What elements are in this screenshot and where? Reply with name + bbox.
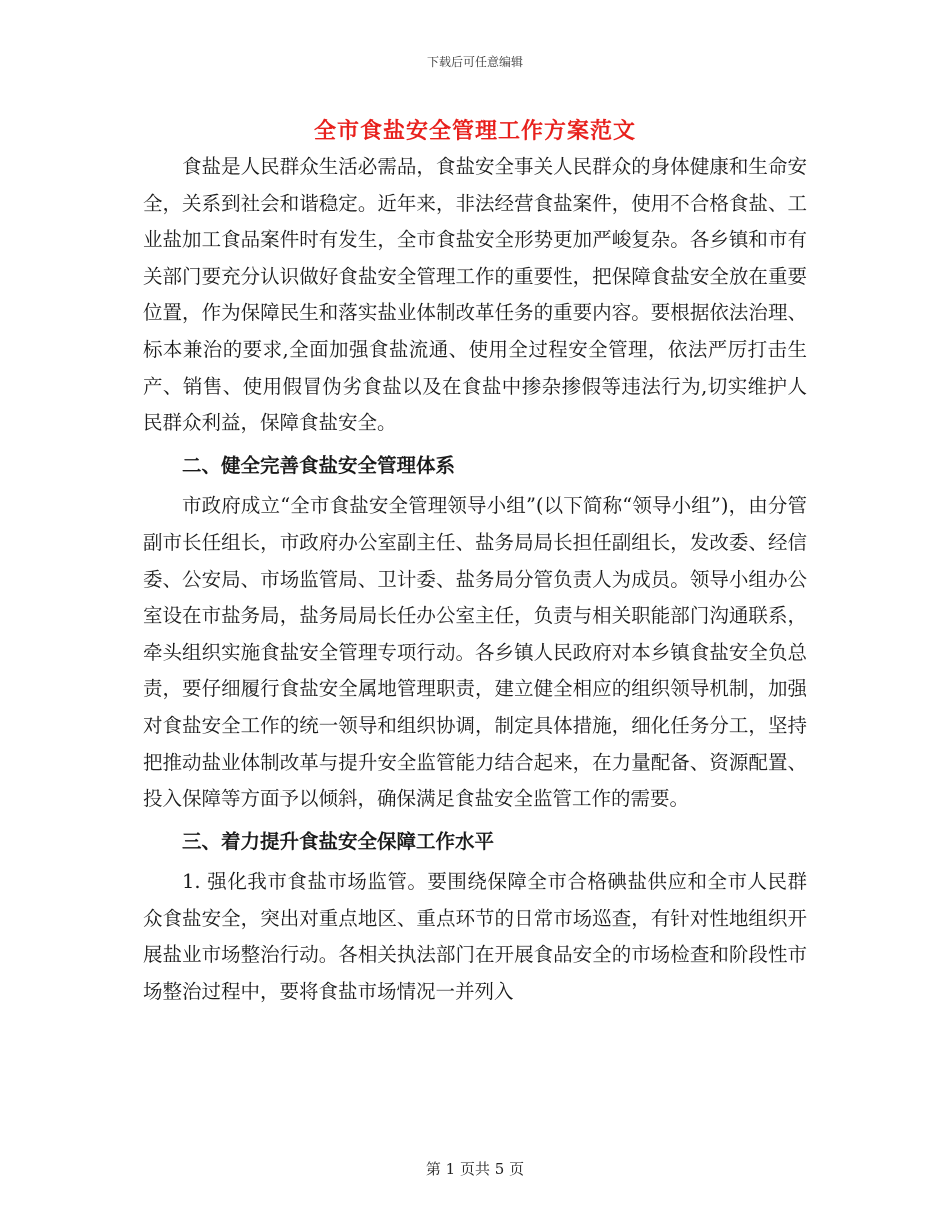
document-body bbox=[143, 149, 807, 1011]
paragraph-section-3: 1. 强化我市食盐市场监管。要围绕保障全市合格碘盐供应和全市人民群众食盐安全，突出对重点地区、重点环节的日常市场巡查，有针对性地组织开展盐业市场整治行动。各相关执法部门在开展食品安全的市场检查和阶段性市场整治过程中，要将食盐市场情况一并列入 bbox=[143, 870, 807, 1004]
paragraph-intro: 食盐是人民群众生活必需品，食盐安全事关人民群众的身体健康和生命安全，关系到社会和谐稳定。近年来，非法经营食盐案件，使用不合格食盐、工业盐加工食品案件时有发生，全市食盐安全形势更加严峻复杂。各乡镇和市有关部门要充分认识做好食盐安全管理工作的重要性，把保障食盐安全放在重要位置，作为保障民生和落实盐业体制改革任务的重要内容。要根据依法治理、标本兼治的要求,全面加强食盐流通、使用全过程安全管理，依法严厉打击生产、销售、使用假冒伪劣食盐以及在食盐中掺杂掺假等违法行为,切实维护人民群众利益，保障食盐安全。 bbox=[143, 155, 807, 435]
document-title: 全市食盐安全管理工作方案范文 bbox=[313, 118, 636, 144]
section-heading-2: 二、健全完善食盐安全管理体系 bbox=[182, 453, 456, 477]
section-heading-3: 三、着力提升食盐安全保障工作水平 bbox=[182, 829, 495, 853]
paragraph-section-2: 市政府成立“全市食盐安全管理领导小组”(以下简称“领导小组”)，由分管副市长任组长，市政府办公室副主任、盐务局局长担任副组长，发改委、经信委、公安局、市场监管局、卫计委、盐务局分管负责人为成员。领导小组办公室设在市盐务局，盐务局局长任办公室主任，负责与相关职能部门沟通联系，牵头组织实施食盐安全管理专项行动。各乡镇人民政府对本乡镇食盐安全负总责，要仔细履行食盐安全属地管理职责，建立健全相应的组织领导机制，加强对食盐安全工作的统一领导和组织协调，制定具体措施，细化任务分工，坚持把推动盐业体制改革与提升安全监管能力结合起来，在力量配备、资源配置、投入保障等方面予以倾斜，确保满足食盐安全监管工作的需要。 bbox=[143, 494, 807, 811]
page-footer: 第 1 页共 5 页 bbox=[425, 1160, 525, 1178]
header-note: 下载后可任意编辑 bbox=[426, 55, 523, 69]
